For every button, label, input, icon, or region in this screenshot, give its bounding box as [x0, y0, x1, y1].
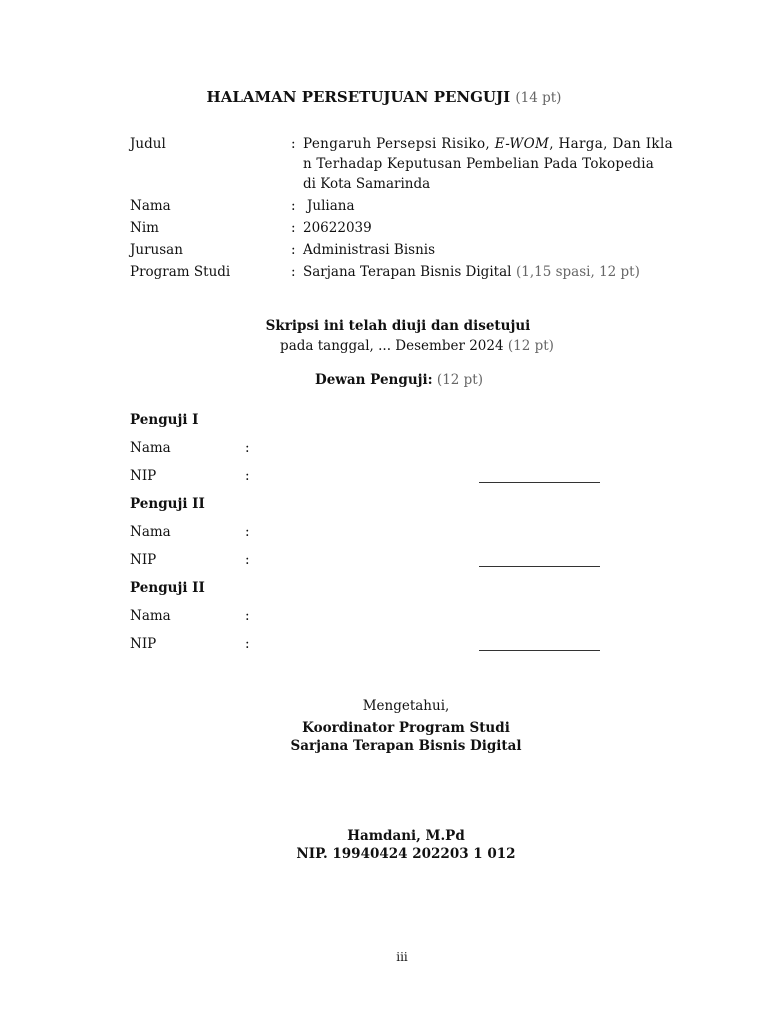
examiner-1-heading: Penguji I — [130, 412, 199, 428]
examiner-1-nama-colon: : — [245, 440, 250, 456]
examiner-2-nip-colon: : — [245, 552, 250, 568]
nama-label: Nama — [130, 198, 171, 214]
examiner-3-nip-label: NIP — [130, 636, 157, 652]
nim-value: 20622039 — [303, 220, 372, 236]
jurusan-colon: : — [291, 242, 296, 258]
board-heading-text: Dewan Penguji: — [315, 372, 433, 388]
examiner-2-nip-label: NIP — [130, 552, 157, 568]
examiner-1-nip-colon: : — [245, 468, 250, 484]
examiner-2-nama-label: Nama — [130, 524, 171, 540]
nim-colon: : — [291, 220, 296, 236]
examiner-2-nama-colon: : — [245, 524, 250, 540]
examiner-3-nama-colon: : — [245, 608, 250, 624]
nama-colon: : — [291, 198, 296, 214]
judul-line1-b: , Harga, Dan Ikla — [549, 136, 674, 152]
judul-line1-italic: E-WOM — [494, 136, 550, 152]
judul-line1-a: Pengaruh Persepsi Risiko, — [303, 136, 495, 152]
judul-value-line2: n Terhadap Keputusan Pembelian Pada Tokopedia — [303, 156, 654, 172]
approval-date: pada tanggal, ... Desember 2024 — [280, 338, 504, 354]
judul-value-line3: di Kota Samarinda — [303, 176, 431, 192]
judul-label: Judul — [130, 136, 166, 152]
coordinator-role-line1: Koordinator Program Studi — [302, 720, 510, 736]
jurusan-label: Jurusan — [130, 242, 183, 258]
coordinator-nip: NIP. 19940424 202203 1 012 — [296, 846, 516, 862]
coordinator-name: Hamdani, M.Pd — [347, 828, 465, 844]
prodi-value: Sarjana Terapan Bisnis Digital — [303, 264, 512, 280]
jurusan-value: Administrasi Bisnis — [303, 242, 436, 258]
board-heading-note: (12 pt) — [436, 372, 483, 388]
prodi-label: Program Studi — [130, 264, 231, 280]
page-number: iii — [396, 950, 408, 964]
nama-value: Juliana — [307, 198, 355, 214]
page-title-text: HALAMAN PERSETUJUAN PENGUJI — [206, 88, 511, 106]
examiner-3-nip-colon: : — [245, 636, 250, 652]
approval-line1: Skripsi ini telah diuji dan disetujui — [265, 318, 531, 334]
approval-date-note: (12 pt) — [507, 338, 554, 354]
examiner-2-signature-line — [479, 566, 600, 567]
prodi-note: (1,15 spasi, 12 pt) — [516, 264, 640, 280]
examiner-1-nip-label: NIP — [130, 468, 157, 484]
examiner-3-signature-line — [479, 650, 600, 651]
approval-line2 — [0, 338, 768, 354]
examiner-2-heading: Penguji II — [130, 496, 205, 512]
acknowledged-label: Mengetahui, — [362, 698, 450, 714]
judul-colon: : — [291, 136, 296, 152]
examiner-1-signature-line — [479, 482, 600, 483]
nim-label: Nim — [130, 220, 159, 236]
prodi-colon: : — [291, 264, 296, 280]
examiner-1-nama-label: Nama — [130, 440, 171, 456]
examiner-3-heading: Penguji II — [130, 580, 205, 596]
board-heading — [0, 372, 768, 388]
judul-value-line1 — [303, 136, 673, 152]
examiner-3-nama-label: Nama — [130, 608, 171, 624]
page-title-note: (14 pt) — [515, 90, 562, 106]
page-title — [0, 88, 768, 106]
coordinator-role-line2: Sarjana Terapan Bisnis Digital — [290, 738, 522, 754]
